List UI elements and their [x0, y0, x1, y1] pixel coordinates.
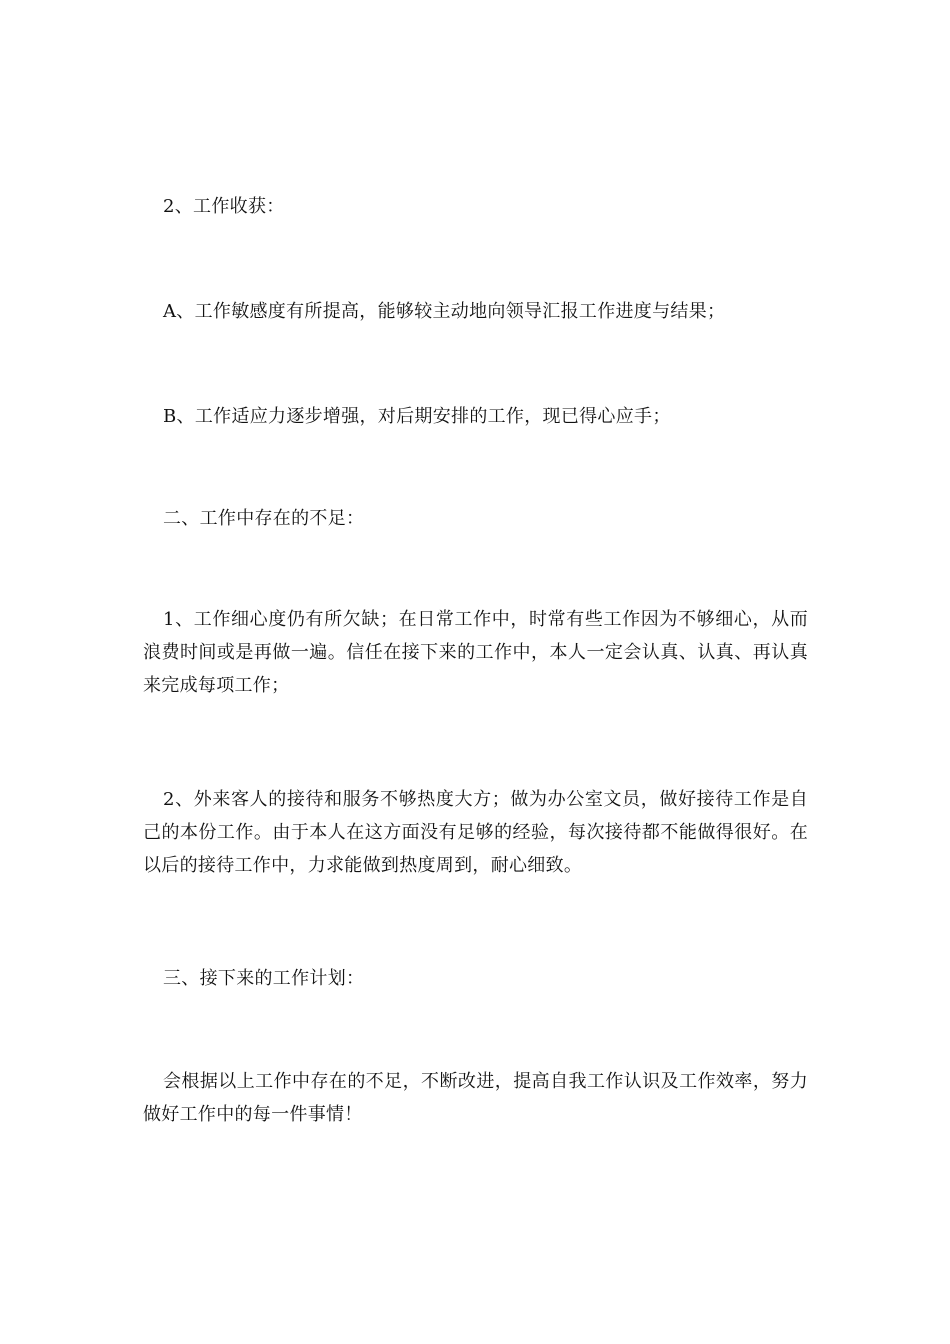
- work-plan-paragraph: 会根据以上工作中存在的不足，不断改进，提高自我工作认识及工作效率，努力做好工作中的每一件事情！: [143, 1071, 808, 1125]
- section-heading-shortcomings: 二、工作中存在的不足：: [163, 508, 365, 529]
- shortcoming-item-2: 2、外来客人的接待和服务不够热度大方；做为办公室文员，做好接待工作是自己的本份工作。由于本人在这方面没有足够的经验，每次接待都不能做得很好。在以后的接待工作中，力求能做到热度周到，耐心细致。: [143, 789, 808, 876]
- subheading-work-gains: 2、工作收获：: [163, 196, 285, 217]
- list-item-a: A、工作敏感度有所提高，能够较主动地向领导汇报工作进度与结果；: [163, 301, 726, 322]
- section-heading-work-plan: 三、接下来的工作计划：: [163, 968, 365, 989]
- shortcoming-item-1: 1、工作细心度仍有所欠缺；在日常工作中，时常有些工作因为不够细心，从而浪费时间或是再做一遍。信任在接下来的工作中，本人一定会认真、认真、再认真来完成每项工作；: [143, 609, 808, 696]
- list-item-b: B、工作适应力逐步增强，对后期安排的工作，现已得心应手；: [163, 406, 671, 427]
